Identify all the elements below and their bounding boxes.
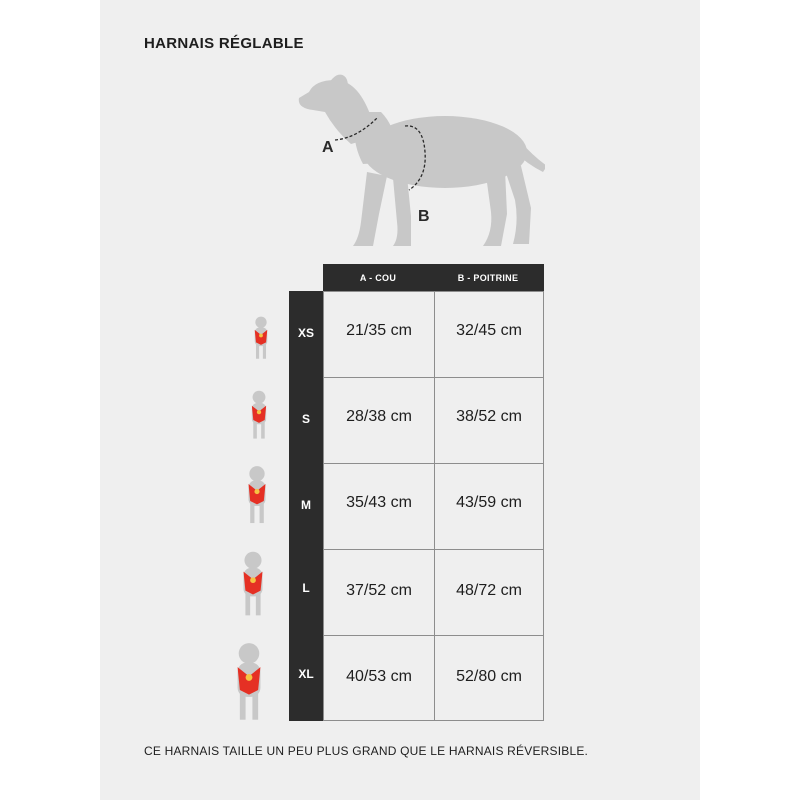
dog-xl-icon [226, 642, 272, 722]
cell-m-chest: 43/59 cm [456, 494, 522, 511]
cell-l-neck: 37/52 cm [346, 582, 412, 599]
cell-s-chest: 38/52 cm [456, 408, 522, 425]
cell-l-chest: 48/72 cm [456, 582, 522, 599]
label-a: A [322, 139, 334, 156]
header-chest: B - POITRINE [457, 272, 519, 283]
cell-xs-neck: 21/35 cm [346, 322, 412, 339]
page-title: HARNAIS RÉGLABLE [144, 35, 304, 52]
label-b: B [418, 208, 430, 225]
dog-l-icon [234, 550, 272, 618]
size-label-s: S [301, 412, 310, 426]
cell-s-neck: 28/38 cm [346, 408, 412, 425]
size-label-m: M [301, 498, 311, 512]
dog-xs-icon [248, 316, 274, 360]
dog-m-icon [240, 465, 274, 525]
size-guide-card [100, 0, 700, 800]
table-header [323, 264, 544, 291]
size-label-xl: XL [298, 667, 314, 681]
cell-m-neck: 35/43 cm [346, 494, 412, 511]
size-column [289, 291, 323, 721]
cell-xl-neck: 40/53 cm [346, 668, 412, 685]
cell-xs-chest: 32/45 cm [456, 322, 522, 339]
dog-s-icon [244, 390, 274, 440]
footnote: CE HARNAIS TAILLE UN PEU PLUS GRAND QUE LE HARNAIS RÉVERSIBLE. [144, 744, 589, 758]
size-label-l: L [302, 581, 310, 595]
size-table [323, 291, 544, 721]
dog-measurement-illustration [295, 72, 545, 257]
cell-xl-chest: 52/80 cm [456, 668, 522, 685]
size-label-xs: XS [297, 326, 314, 340]
header-neck: A - COU [359, 272, 397, 283]
